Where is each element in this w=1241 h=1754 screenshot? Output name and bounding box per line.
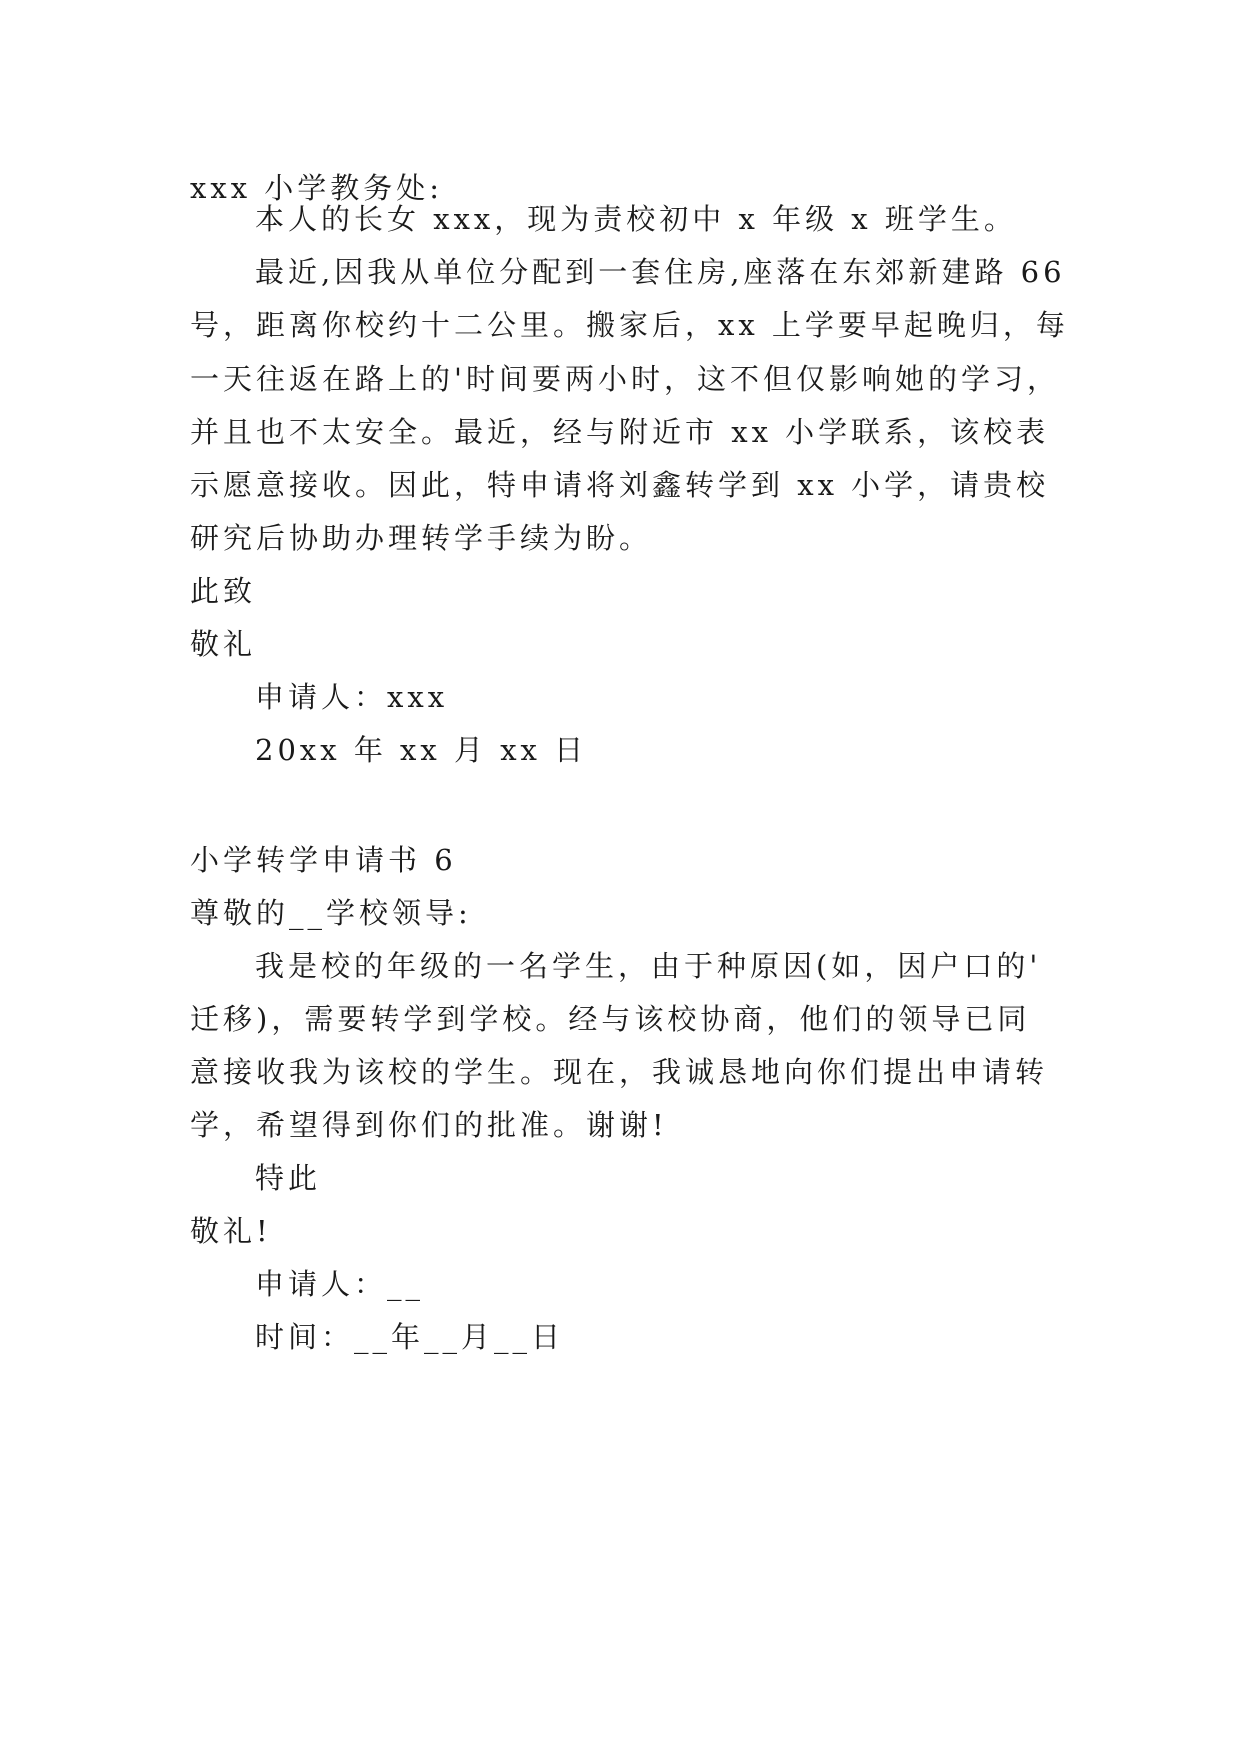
- letter1-paragraph2-line: 最近,因我从单位分配到一套住房,座落在东郊新建路 66: [255, 255, 1066, 289]
- letter2-applicant: 申请人：__: [255, 1267, 425, 1301]
- letter1-paragraph2-line: 并且也不太安全。最近，经与附近市 xx 小学联系，该校表: [190, 415, 1050, 449]
- letter1-date: 20xx 年 xx 月 xx 日: [255, 733, 588, 767]
- letter2-date: 时间：__年__月__日: [255, 1320, 565, 1354]
- letter1-paragraph2-line: 研究后协助办理转学手续为盼。: [190, 521, 653, 555]
- letter2-closing-line1: 特此: [255, 1161, 322, 1195]
- letter1-paragraph2-line: 一天往返在路上的'时间要两小时，这不但仅影响她的学习，: [190, 362, 1060, 396]
- letter1-paragraph1: 本人的长女 xxx，现为责校初中 x 年级 x 班学生。: [255, 202, 1017, 236]
- letter1-paragraph2-line: 号，距离你校约十二公里。搬家后，xx 上学要早起晚归，每: [190, 308, 1069, 342]
- letter1-paragraph2-line: 示愿意接收。因此，特申请将刘鑫转学到 xx 小学，请贵校: [190, 468, 1050, 502]
- letter2-closing-line2: 敬礼!: [190, 1214, 272, 1248]
- letter2-paragraph-line: 迁移)，需要转学到学校。经与该校协商，他们的领导已同: [190, 1002, 1031, 1036]
- letter1-closing-line2: 敬礼: [190, 627, 257, 661]
- letter1-closing-line1: 此致: [190, 574, 257, 608]
- letter2-paragraph-line: 学，希望得到你们的批准。谢谢!: [190, 1108, 668, 1142]
- letter1-applicant: 申请人：xxx: [255, 680, 449, 714]
- letter2-paragraph-line: 意接收我为该校的学生。现在，我诚恳地向你们提出申请转: [190, 1055, 1049, 1089]
- letter2-paragraph-line: 我是校的年级的一名学生，由于种原因(如，因户口的': [255, 949, 1042, 983]
- letter2-salutation: 尊敬的__学校领导:: [190, 896, 472, 930]
- letter1-salutation: xxx 小学教务处:: [190, 171, 444, 205]
- letter2-title: 小学转学申请书 6: [190, 843, 457, 877]
